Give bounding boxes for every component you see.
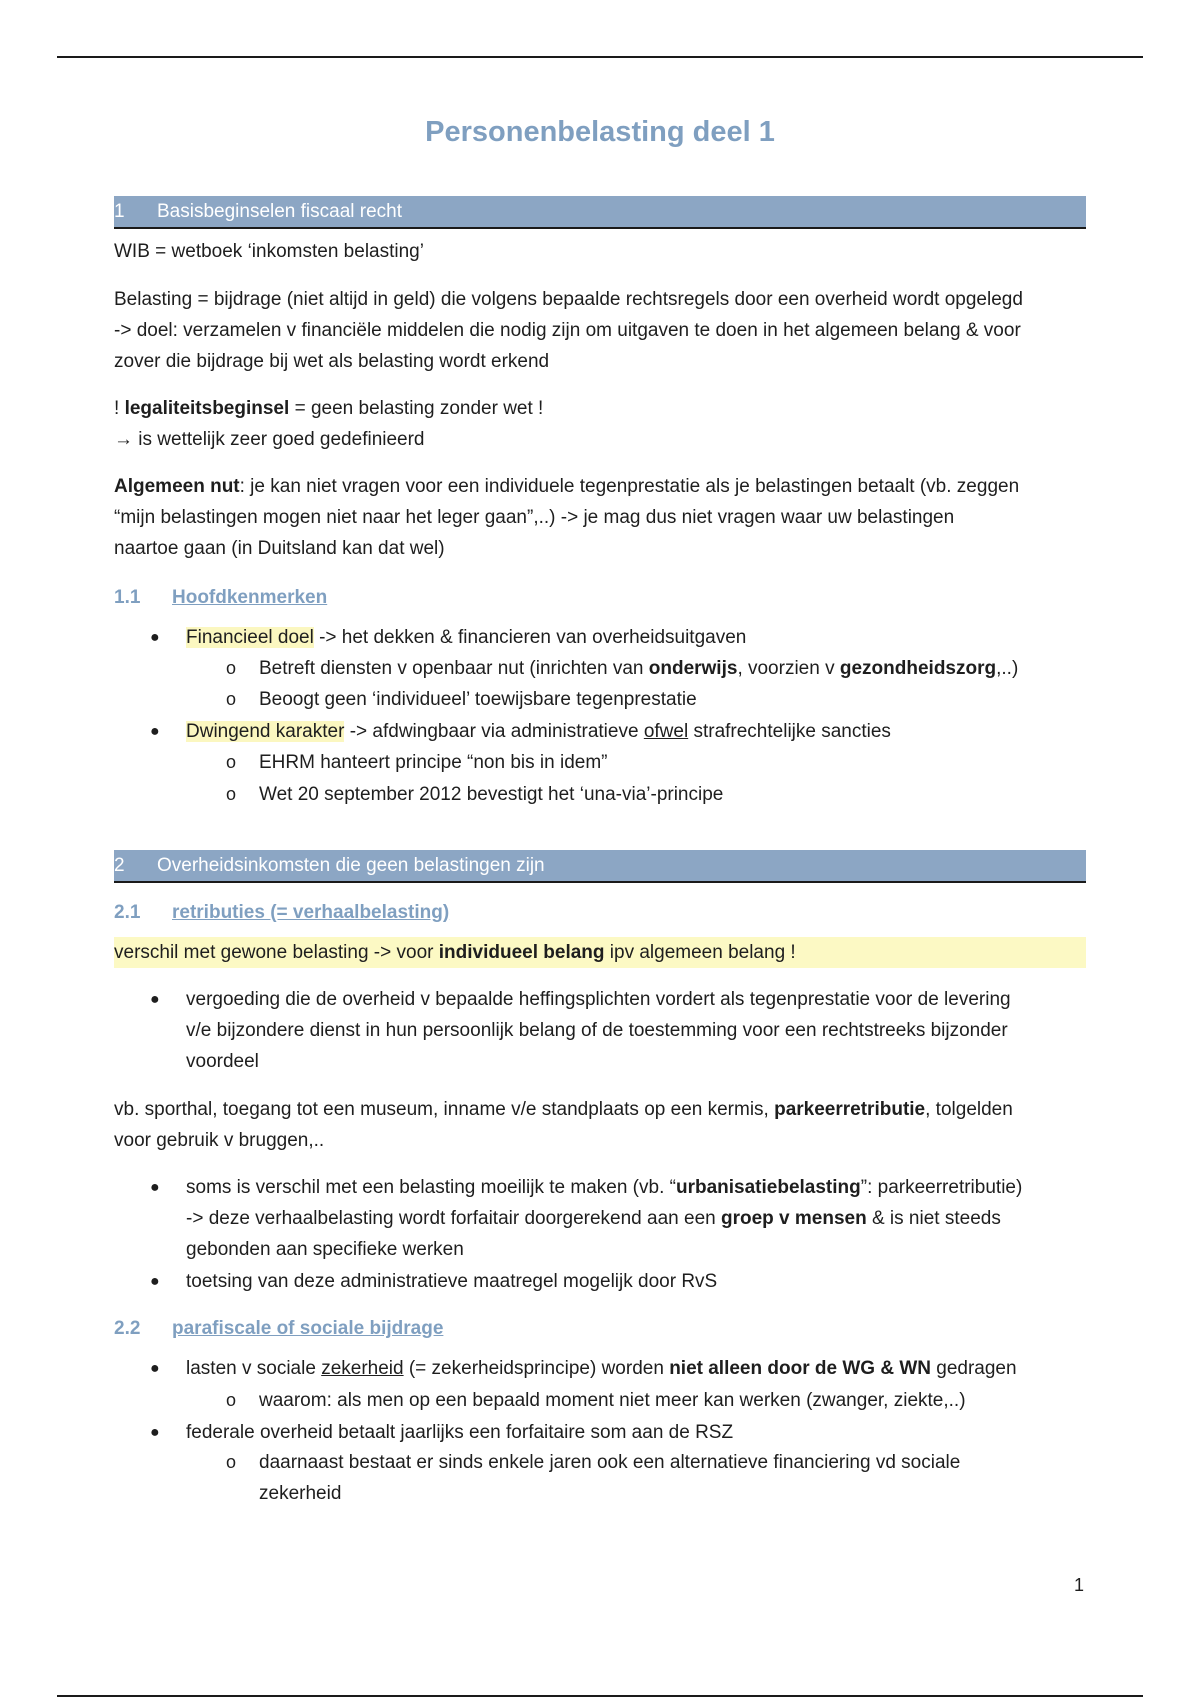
section-number: 1	[114, 201, 125, 222]
text-line: v/e bijzondere dienst in hun persoonlijk belang of de toestemming voor een rechtstreeks bijzonder	[186, 1020, 1008, 1041]
text-line: zover die bijdrage bij wet als belasting wordt erkend	[114, 351, 550, 372]
list-item	[150, 984, 1086, 1077]
circle-bullet-icon: o	[226, 1390, 237, 1410]
text-line: → is wettelijk zeer goed gedefinieerd	[114, 429, 425, 450]
subsection-number: 2.1	[114, 902, 141, 923]
text-span: , tolgelden	[925, 1099, 1013, 1120]
text-span: & is niet steeds	[866, 1208, 1001, 1229]
text-line: “mijn belastingen mogen niet naar het leger gaan”,..) -> je mag dus niet vragen waar uw belastingen	[114, 507, 955, 528]
footer-rule	[57, 1695, 1143, 1697]
text-span: (= zekerheidsprincipe) worden	[403, 1358, 670, 1379]
text-line: voor gebruik v bruggen,..	[114, 1130, 325, 1151]
section-heading-2	[114, 850, 1086, 883]
section-title: Basisbeginselen fiscaal recht	[157, 201, 403, 222]
list-item	[150, 622, 1086, 653]
text-span: -> afdwingbaar via administratieve	[344, 721, 644, 742]
bullet-icon: ●	[150, 1424, 160, 1441]
subsection-heading-1-1	[114, 587, 327, 609]
bold-term: onderwijs	[648, 658, 738, 679]
page-number: 1	[1074, 1575, 1085, 1595]
text-line: gebonden aan specifieke werken	[186, 1239, 464, 1260]
text-line	[186, 1172, 1086, 1203]
header-rule	[57, 56, 1143, 58]
text-span: waarom: als men op een bepaald moment niet meer kan werken (zwanger, ziekte,..)	[259, 1390, 966, 1411]
paragraph-algemeen-nut	[114, 471, 1089, 564]
highlight-term: Dwingend karakter	[186, 721, 345, 742]
paragraph-legaliteit	[114, 393, 1089, 455]
text-span: ,..)	[996, 658, 1019, 679]
text-span: vb. sporthal, toegang tot een museum, inname v/e standplaats op een kermis,	[114, 1099, 775, 1120]
bold-term: urbanisatiebelasting	[675, 1177, 861, 1198]
highlighted-note	[114, 937, 1086, 968]
text-line: Belasting = bijdrage (niet altijd in geld) die volgens bepaalde rechtsregels door een overheid wordt opgelegd	[114, 289, 1023, 310]
section-heading-1	[114, 196, 1086, 229]
section-title: Overheidsinkomsten die geen belastingen zijn	[157, 855, 545, 876]
circle-bullet-icon: o	[226, 752, 237, 772]
sub-list-item	[226, 653, 1089, 684]
underlined-term: zekerheid	[321, 1358, 404, 1379]
bold-term: groep v mensen	[720, 1208, 867, 1229]
sub-list-item	[226, 747, 1089, 778]
text-line	[114, 1094, 1089, 1125]
bold-term: gezondheidszorg	[839, 658, 997, 679]
subsection-title: parafiscale of sociale bijdrage	[172, 1318, 444, 1339]
paragraph-voorbeelden	[114, 1094, 1089, 1156]
text-span: soms is verschil met een belasting moeilijk te maken (vb. “	[186, 1177, 676, 1198]
bold-term: niet alleen door de WG & WN	[669, 1358, 931, 1379]
bullet-icon: ●	[150, 1360, 160, 1377]
list-item	[150, 1266, 1086, 1297]
text-span: lasten v sociale	[186, 1358, 322, 1379]
text-span: strafrechtelijke sancties	[688, 721, 891, 742]
subsection-title: retributies (= verhaalbelasting)	[172, 902, 450, 923]
text-span: federale overheid betaalt jaarlijks een forfaitaire som aan de RSZ	[186, 1422, 734, 1443]
list-item	[150, 1353, 1086, 1384]
text-span: toetsing van deze administratieve maatregel mogelijk door RvS	[186, 1271, 718, 1292]
highlight-term: Financieel doel	[186, 627, 314, 648]
text-line: vergoeding die de overheid v bepaalde heffingsplichten vordert als tegenprestatie voor de levering	[186, 989, 1011, 1010]
paragraph-wib: WIB = wetboek ‘inkomsten belasting’	[114, 241, 424, 262]
text-line: zekerheid	[259, 1483, 342, 1504]
circle-bullet-icon: o	[226, 689, 237, 709]
text-line: daarnaast bestaat er sinds enkele jaren ook een alternatieve financiering vd sociale	[259, 1452, 961, 1473]
sub-list-item	[226, 684, 1089, 715]
subsection-number: 1.1	[114, 587, 141, 608]
bold-term: legaliteitsbeginsel	[124, 398, 290, 419]
bold-term: parkeerretributie	[774, 1099, 926, 1120]
subsection-heading-2-2	[114, 1318, 443, 1340]
text-span: ”: parkeerretributie)	[860, 1177, 1023, 1198]
list-item	[150, 1417, 1086, 1448]
text-line	[114, 393, 1089, 424]
text-span: , voorzien v	[737, 658, 840, 679]
sub-list-item	[226, 1447, 1089, 1509]
bold-term: individueel belang	[438, 942, 605, 963]
text-line: voordeel	[186, 1051, 259, 1072]
bullet-icon: ●	[150, 723, 160, 740]
text-span: gedragen	[930, 1358, 1017, 1379]
text-line	[114, 471, 1089, 502]
text-span: -> het dekken & financieren van overheidsuitgaven	[313, 627, 747, 648]
list-item	[150, 716, 1086, 747]
underlined-term: ofwel	[643, 721, 689, 742]
paragraph-belasting	[114, 284, 1089, 377]
text-span: !	[114, 398, 125, 419]
circle-bullet-icon: o	[226, 1452, 237, 1472]
section-number: 2	[114, 855, 125, 876]
text-span: EHRM hanteert principe “non bis in idem”	[259, 752, 608, 773]
subsection-heading-2-1	[114, 902, 449, 924]
text-line: -> doel: verzamelen v financiële middelen die nodig zijn om uitgaven te doen in het algemeen belang & voor	[114, 320, 1021, 341]
text-span: Wet 20 september 2012 bevestigt het ‘una-via’-principe	[259, 784, 724, 805]
sub-list-item	[226, 1385, 1089, 1416]
text-span: ipv algemeen belang !	[604, 942, 796, 963]
sub-list-item	[226, 779, 1089, 810]
circle-bullet-icon: o	[226, 658, 237, 678]
circle-bullet-icon: o	[226, 784, 237, 804]
text-span: -> deze verhaalbelasting wordt forfaitair doorgerekend aan een	[186, 1208, 721, 1229]
text-span: : je kan niet vragen voor een individuele tegenprestatie als je belastingen betaalt (vb. zeggen	[239, 476, 1020, 497]
text-line: naartoe gaan (in Duitsland kan dat wel)	[114, 538, 445, 559]
bold-term: Algemeen nut	[114, 476, 240, 497]
text-span: Beoogt geen ‘individueel’ toewijsbare tegenprestatie	[259, 689, 697, 710]
bullet-icon: ●	[150, 1273, 160, 1290]
bullet-icon: ●	[150, 629, 160, 646]
document-title: Personenbelasting deel 1	[425, 116, 775, 148]
list-item	[150, 1172, 1086, 1265]
text-span: Betreft diensten v openbaar nut (inrichten van	[259, 658, 649, 679]
subsection-title: Hoofdkenmerken	[172, 587, 328, 608]
bullet-icon: ●	[150, 991, 160, 1008]
subsection-number: 2.2	[114, 1318, 141, 1339]
text-line	[186, 1203, 1086, 1234]
text-span: = geen belasting zonder wet !	[289, 398, 544, 419]
bullet-icon: ●	[150, 1179, 160, 1196]
text-span: verschil met gewone belasting -> voor	[114, 942, 439, 963]
